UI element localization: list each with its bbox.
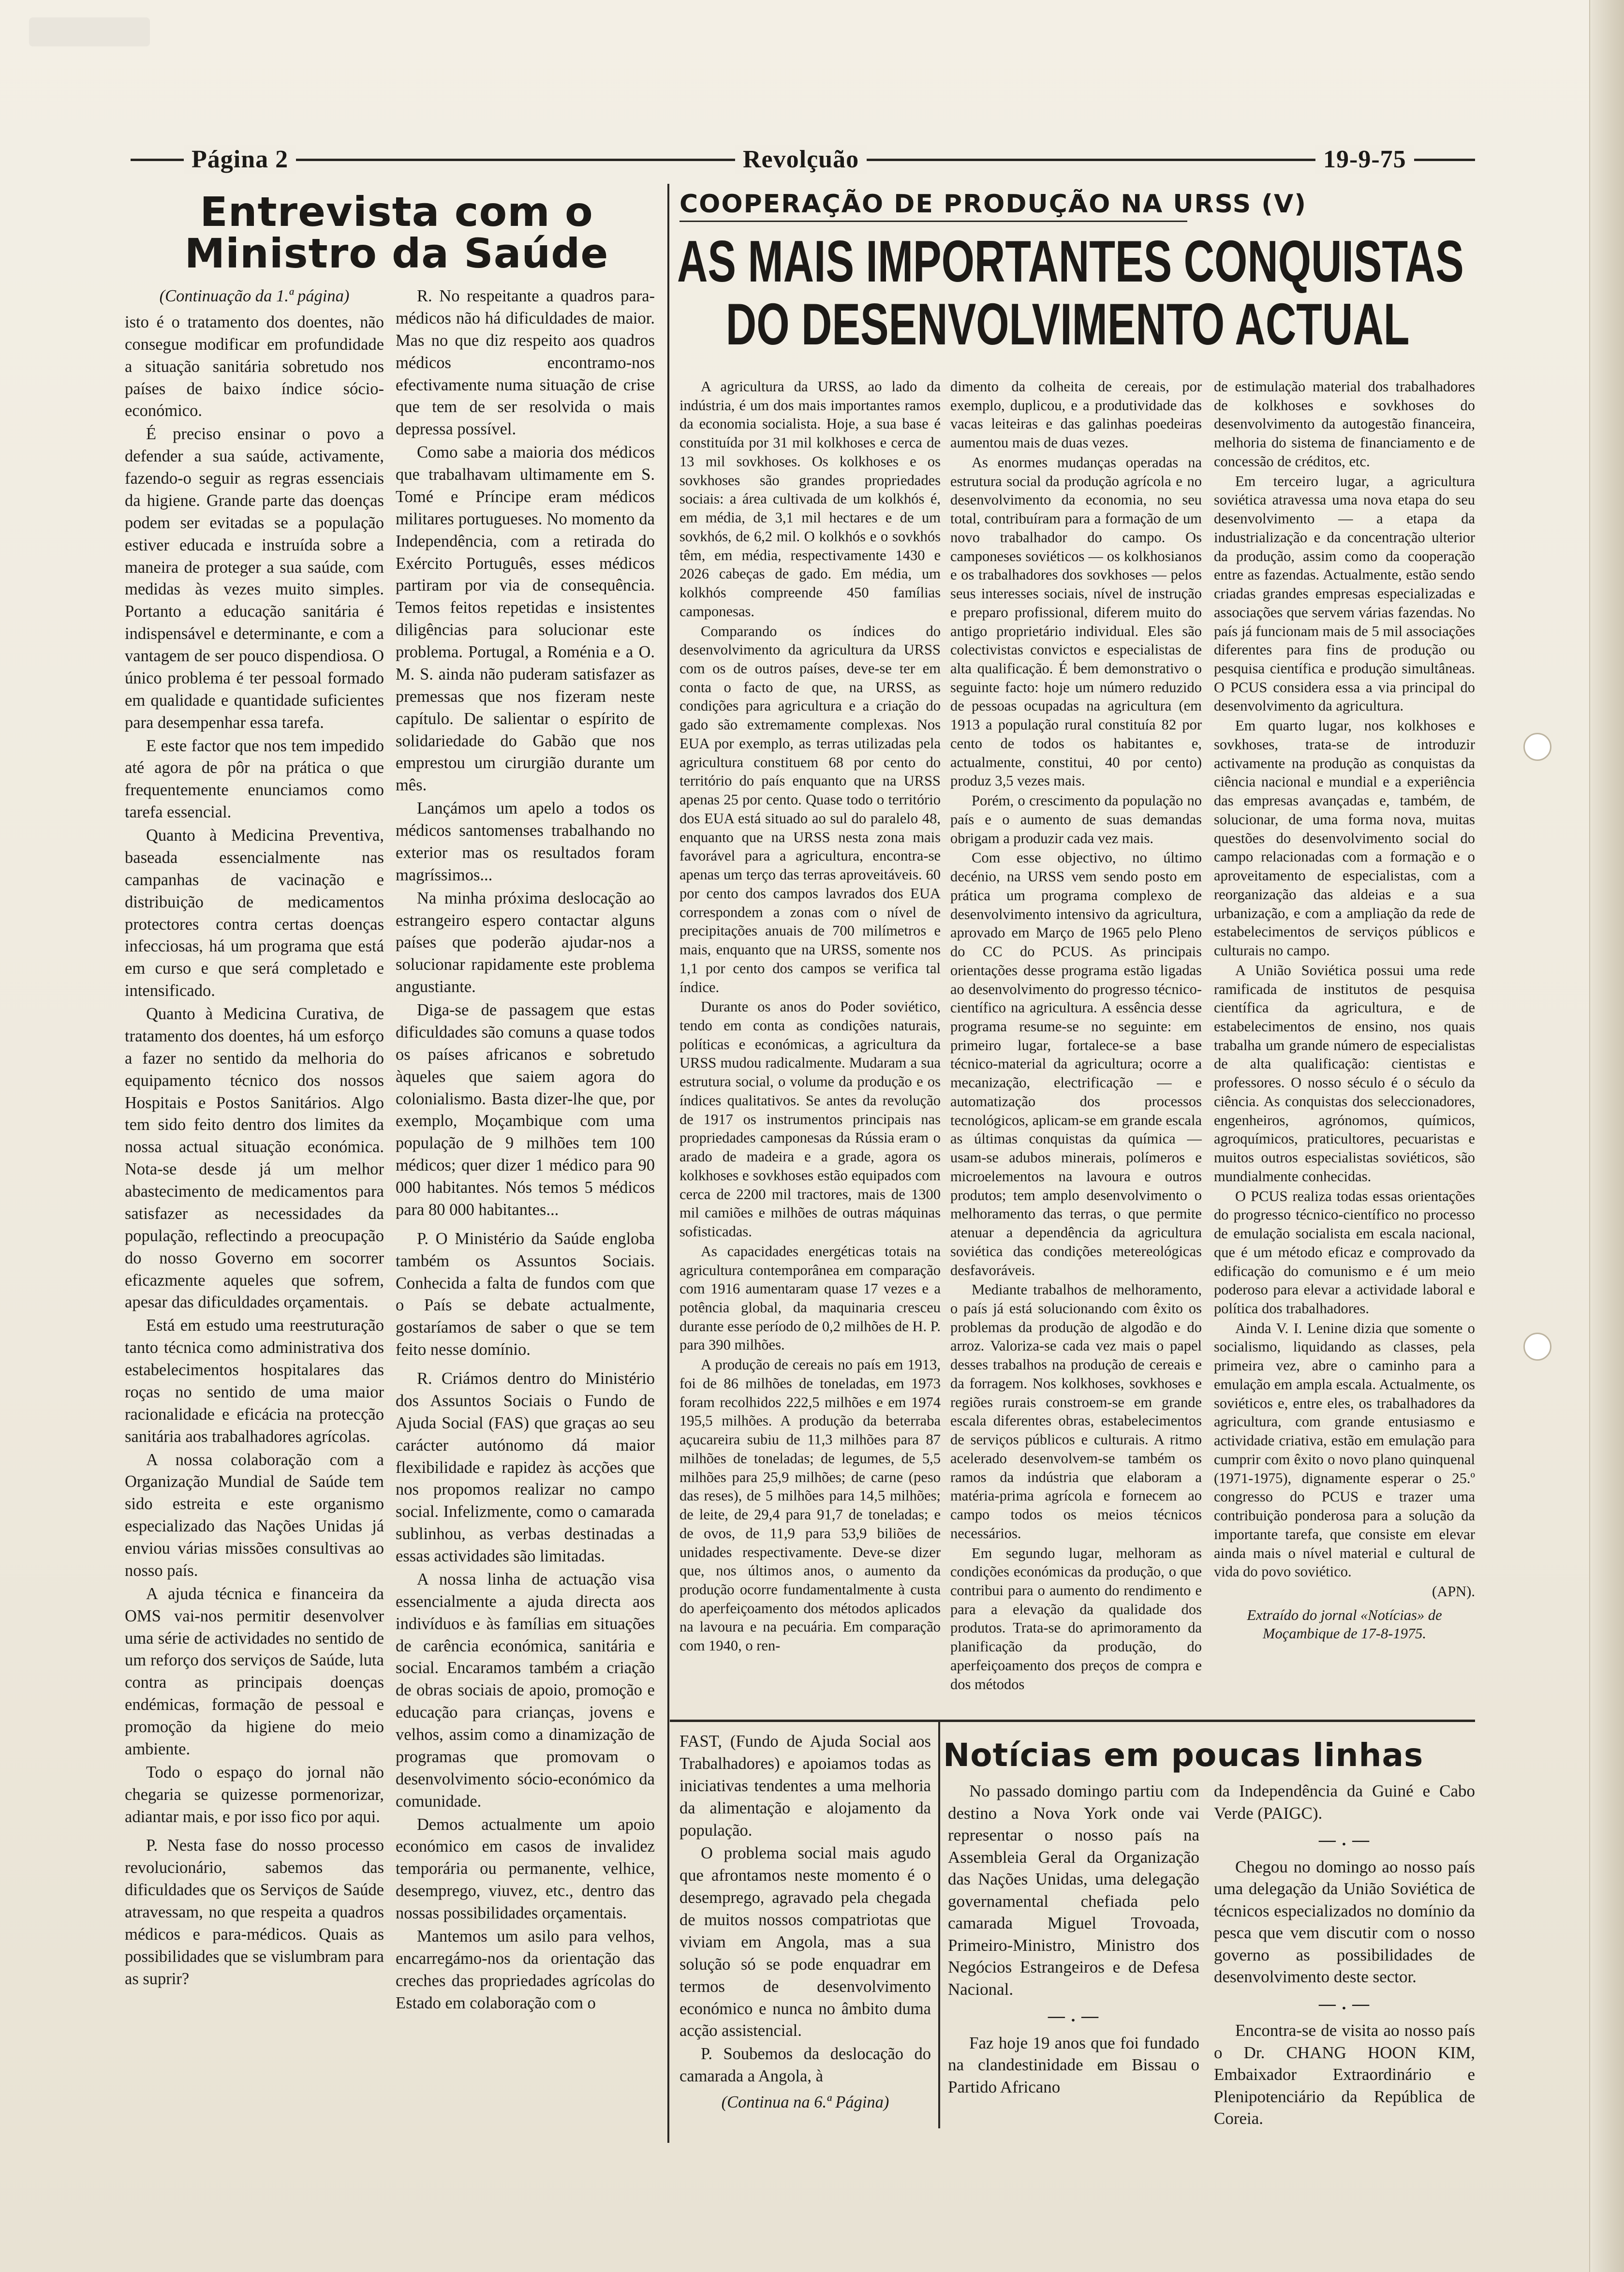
paragraph: A nossa linha de actuação visa essencialmente a ajuda directa aos indivíduos e às famílias em situações de carência económica, sanitária e social. Encaramos também a criação de obras sociais de apoio, promoção e educação para crianças, jovens e velhos, assim como a dinamização de programas que promovam o desenvolvimento sócio-económico da comunidade.: [396, 1570, 655, 1811]
urss-column-2: [950, 377, 1202, 1712]
paragraph: A produção de cereais no país em 1913, foi de 86 milhões de toneladas, em 1973 foram recolhidos 222,5 milhões e em 1974 195,5 milhões. A produção da beterraba açucareira subiu de 11,3 milhões para 87 milhões de toneladas; de legumes, de 5,5 milhões para 25,9 milhões; de carne (peso das reses), de 5 milhões para 14,5 milhões; de leite, de 29,4 para 91,7 de toneladas; e de ovos, de 11,9 para 53,9 biliões de unidades respectivamente. Deve-se dizer que, nos últimos anos, o aumento da produção ocorre fundamentalmente à custa do aperfeiçoamento dos métodos aplicados na lavoura e na pecuária. Em comparação com 1940, o ren-: [679, 1356, 941, 1654]
continuation-pointer: (Continua na 6.ª Página): [721, 2093, 889, 2111]
page-edge: [1589, 0, 1624, 2272]
interview-title: Entrevista com o Ministro da Saúde: [184, 188, 609, 277]
urss-column-1: [679, 377, 941, 1712]
paragraph: Porém, o crescimento da população no país e o aumento de suas demandas obrigam a produzir cada vez mais.: [950, 792, 1202, 846]
urss-headline: [677, 228, 1464, 357]
interview-column-2: [396, 285, 655, 2133]
source-note: Extraído do jornal «Notícias» de Moçambique de 17-8-1975.: [1247, 1606, 1442, 1642]
news-brief: Faz hoje 19 anos que foi fundado na clandestinidade em Bissau o Partido Africano: [948, 2033, 1199, 2096]
paragraph: R. No respeitante a quadros para-médicos não há dificuldades de maior. Mas no que diz respeito aos quadros médicos encontramo-nos efectivamente numa situação de crise que tem de ser resolvida o mais depressa possível.: [396, 287, 655, 439]
agency-credit: (APN).: [1432, 1583, 1475, 1600]
paragraph: Todo o espaço do jornal não chegaria se quizesse pormenorizar, adiantar mais, e por isso fico por aqui.: [125, 1763, 384, 1826]
brief-separator: — . —: [1318, 1994, 1371, 2013]
news-brief: No passado domingo partiu com destino a Nova York onde vai representar o nosso país na Assembleia Geral da Organização das Nações Unidas, uma delegação governamental chefiada pelo camarada Miguel Trovoada, Primeiro-Ministro, Ministro dos Negócios Estrangeiros e de Defesa Nacional.: [948, 1782, 1199, 1999]
punch-hole: [1523, 733, 1551, 761]
paragraph: Em segundo lugar, melhoram as condições económicas da produção, o que contribui para o aumento do rendimento e para a elevação da qualidade dos produtos. Trata-se do aprimoramento da planificação da produção, do aperfeiçoamento dos preços de compra e dos métodos: [950, 1544, 1202, 1693]
series-kicker: COOPERAÇÃO DE PRODUÇÃO NA URSS (V): [679, 190, 1307, 219]
paragraph: Durante os anos do Poder soviético, tendo em conta as condições naturais, políticas e económicas, a agricultura da URSS mudou radicalmente. Mudaram a sua estrutura social, o volume da produção e os índices qualitativos. Se antes da revolução de 1917 os instrumentos principais nas propriedades camponesas da Rússia eram o arado de madeira e a grade, agora os kolkhoses e sovkhoses estão equipados com cerca de 2200 mil tractores, mais de 1300 mil camiões e milhões de outras máquinas sofisticadas.: [679, 998, 941, 1240]
interview-question: P. Nesta fase do nosso processo revolucionário, sabemos das dificuldades que os Serviços de Saúde atravessam, no que respeita a quadros médicos e para-médicos. Quais as possibilidades que se vislumbram para as suprir?: [125, 1836, 384, 1988]
paragraph: R. Criámos dentro do Ministério dos Assuntos Sociais o Fundo de Ajuda Social (FAS) que graças ao seu carácter autónomo dá maior flexibilidade e rapidez às acções que nos propomos realizar no campo social. Infelizmente, como o camarada sublinhou, as verbas destinadas a essas actividades são limitadas.: [396, 1369, 655, 1565]
column-rule: [667, 184, 669, 2143]
paragraph: Quanto à Medicina Curativa, de tratamento dos doentes, há um esforço a fazer no sentido da melhoria do equipamento técnico dos nossos Hospitais e Postos Sanitários. Algo tem sido feito dentro dos limites da nossa actual situação económica. Nota-se desde já um melhor abastecimento de medicamentos para satisfazer as necessidades da população, reflectindo a preocupação do nosso Governo em socorrer eficazmente aqueles que sofrem, apesar das dificuldades orçamentais.: [125, 1005, 384, 1312]
page-number: Página 2: [184, 145, 296, 174]
news-briefs-title: Notícias em poucas linhas: [943, 1737, 1424, 1774]
paragraph: A ajuda técnica e financeira da OMS vai-nos permitir desenvolver uma série de actividades no sentido de um reforço dos serviços de Saúde, luta contra as principais doenças endémicas, formação de pessoal e promoção da higiene do meio ambiente.: [125, 1584, 384, 1758]
paragraph: A agricultura da URSS, ao lado da indústria, é um dos mais importantes ramos da economia socialista. Hoje, a sua base é constituída por 31 mil kolkhoses e cerca de 13 mil sovkhoses. Os kolkhoses e os sovkhoses são grandes propriedades sociais: a área cultivada de um kolkhós é, em média, de 3,1 mil hectares e de um sovkhós, de 6,2 mil. O kolkhós e o sovkhós têm, em média, respectivamente 1430 e 2026 cabeças de gado. Em média, um kolkhós compreende 450 famílias camponesas.: [679, 378, 941, 620]
kicker-underline: [679, 221, 1187, 222]
paragraph: Com esse objectivo, no último decénio, na URSS vem sendo posto em prática um programa complexo de desenvolvimento intensivo da agricultura, aprovado em Março de 1965 pelo Pleno do CC do PCUS. As principais orientações desse programa estão ligadas ao desenvolvimento do progresso técnico-científico na agricultura. A essência desse programa resume-se no seguinte: em primeiro lugar, fortalece-se a base técnico-material da agricultura; ocorre a mecanização, electrificação — e automatização dos processos tecnológicos, aplicam-se em grande escala as últimas conquistas da química — usam-se adubos minerais, polímeros e microelementos na lavoura e outros produtos; tem amplo desenvolvimento o melhoramento das terras, o que permite atenuar a dependência da agricultura soviética das condições metereológicas desfavoráveis.: [950, 849, 1202, 1278]
paragraph: Lançámos um apelo a todos os médicos santomenses trabalhando no exterior mas os resultados foram magríssimos...: [396, 799, 655, 884]
newspaper-name: Revolçuão: [735, 145, 867, 174]
paragraph: Em terceiro lugar, a agricultura soviética atravessa uma nova etapa do seu desenvolvimento — a etapa da industrialização e da concentração ulterior da produção, assim como da cooperação entre as fazendas. Actualmente, estão sendo criadas grandes empresas especializadas e associações que servem várias fazendas. No país já funcionam mais de 5 mil associações diferentes para fins de produção ou pesquisa científica e produção simultâneas. O PCUS considera essa a via principal do desenvolvimento da agricultura.: [1214, 473, 1475, 714]
news-brief: da Independência da Guiné e Cabo Verde (PAIGC).: [1214, 1782, 1475, 1823]
paragraph: dimento da colheita de cereais, por exemplo, duplicou, e a produtividade das vacas leiteiras e das galinhas poedeiras aumentou mais de duas vezes.: [950, 378, 1202, 451]
column-rule: [938, 1722, 940, 2128]
urss-column-3: [1214, 377, 1475, 1712]
paragraph: de estimulação material dos trabalhadores de kolkhoses e sovkhoses do desenvolvimento da autogestão financeira, melhoria do sistema de financiamento e de concessão de créditos, etc.: [1214, 378, 1475, 470]
paragraph: Está em estudo uma reestruturação tanto técnica como administrativa dos estabelecimentos hospitalares das roças no sentido de uma maior racionalidade e eficácia na protecção sanitária aos trabalhadores agrícolas.: [125, 1316, 384, 1446]
paragraph: Ainda V. I. Lenine dizia que somente o socialismo, liquidando as classes, pela primeira vez, abre o caminho para a emulação em ampla escala. Actualmente, os soviéticos e, entre eles, os trabalhadores da agricultura, com grande entusiasmo e actividade criativa, estão em emulação para cumprir com êxito o novo plano quinquenal (1971-1975), dignamente esperar o 25.º congresso do PCUS e trazer uma contribuição ponderosa para a solução da importante tarefa, que consiste em elevar ainda mais o nível material e cultural de vida do povo soviético.: [1214, 1320, 1475, 1580]
news-briefs-column-1: [948, 1780, 1199, 2128]
paragraph: Mantemos um asilo para velhos, encarregámo-nos da orientação das creches das propriedades agrícolas do Estado em colaboração com o: [396, 1927, 655, 2012]
paragraph: isto é o tratamento dos doentes, não consegue modificar em profundidade a situação sanitária sobretudo nos países de baixo índice sócio-económico.: [125, 312, 384, 420]
news-briefs-column-2: [1214, 1780, 1475, 2128]
paragraph: Em quarto lugar, nos kolkhoses e sovkhoses, trata-se de introduzir activamente na produção as conquistas da ciência nacional e mundial e a experiência das empresas avançadas e, também, de solucionar, de uma forma nova, muitas questões do desenvolvimento social do campo relacionadas com a formação e o aproveitamento de especialistas, com a reorganização das aldeias e a sua urbanização, e com a ampliação da rede de estabelecimentos de serviços públicos e culturais no campo.: [1214, 717, 1475, 959]
paragraph: Demos actualmente um apoio económico em casos de invalidez temporária ou permanente, velhice, desemprego, viuvez, etc., dentro das nossas possibilidades orçamentais.: [396, 1815, 655, 1922]
headline-line-1: AS MAIS IMPORTANTES CONQUISTAS: [677, 228, 1464, 294]
interview-continuation-column: [679, 1731, 931, 2127]
paragraph: As enormes mudanças operadas na estrutura social da produção agrícola e no desenvolvimento da economia, no seu total, contribuíram para a formação de um novo trabalhador do campo. Os camponeses soviéticos — os kolkhosianos e os trabalhadores dos sovkhoses — pelos seus interesses sociais, nível de instrução e preparo profissional, diferem muito do antigo proprietário individual. Eles são colectivistas convictos e especialistas de alta qualificação. É bem demonstrativo o seguinte facto: hoje um número reduzido de pessoas ocupadas na agricultura (em 1913 a população rural constituía 82 por cento de todos os habitantes e, actualmente, constitui, 40 por cento) produz 3,5 vezes mais.: [950, 454, 1202, 789]
paragraph: Na minha próxima deslocação ao estrangeiro espero contactar alguns países que poderão ajudar-nos a solucionar rapidamente este problema angustiante.: [396, 889, 655, 996]
brief-separator: — . —: [1048, 2006, 1100, 2025]
paragraph: É preciso ensinar o povo a defender a sua saúde, activamente, fazendo-o seguir as regras essenciais da higiene. Grande parte das doenças podem ser evitadas se a população estiver educada e instruída sobre a maneira de proteger a sua saúde, com medidas às vezes muito simples. Portanto a educação sanitária é indispensável e determinante, e com a vantagem de ser pouco dispendiosa. O único problema é ter pessoal formado em qualidade e quantidade suficientes para desempenhar essa tarefa.: [125, 425, 384, 732]
paragraph: FAST, (Fundo de Ajuda Social aos Trabalhadores) e apoiamos todas as iniciativas tendentes a uma melhoria da alimentação e alojamento da população.: [679, 1732, 931, 1840]
interview-column-1: [125, 285, 384, 2133]
paragraph: Quanto à Medicina Preventiva, baseada essencialmente nas campanhas de vacinação e distribuição de medicamentos protectores contra certas doenças infecciosas, há um programa que está em curso e que será completado e intensificado.: [125, 826, 384, 1000]
section-rule: [670, 1720, 1475, 1722]
paragraph: A nossa colaboração com a Organização Mundial de Saúde tem sido estreita e este organismo especializado das Nações Unidas já enviou várias missões consultivas ao nosso país.: [125, 1450, 384, 1580]
paragraph: P. Soubemos da deslocação do camarada a Angola, à: [679, 2045, 931, 2086]
continuation-note: (Continuação da 1.ª página): [159, 287, 350, 305]
paragraph: E este factor que nos tem impedido até agora de pôr na prática o que frequentemente enunciamos como tarefa essencial.: [125, 736, 384, 822]
headline-line-2: DO DESENVOLVIMENTO ACTUAL: [725, 291, 1410, 357]
paragraph: Diga-se de passagem que estas dificuldades são comuns a quase todos os países africanos e sobretudo àqueles que saiem agora do colonialismo. Basta dizer-lhe que, por exemplo, Moçambique com uma população de 9 milhões tem 100 médicos; quer dizer 1 médico para 90 000 habitantes. Nós temos 5 médicos para 80 000 habitantes...: [396, 1001, 655, 1219]
brief-separator: — . —: [1318, 1830, 1371, 1849]
paragraph: Como sabe a maioria dos médicos que trabalhavam ultimamente em S. Tomé e Príncipe eram médicos militares portugueses. No momento da Independência, com a retirada do Exército Português, esses médicos partiram por via de consequência. Temos feitos repetidas e insistentes diligências para solucionar este problema. Portugal, a Roménia e a O. M. S. ainda não puderam satisfazer as premessas que nos fizeram neste capítulo. De salientar o espírito de solidariedade do Gabão que nos emprestou um cirurgião durante um mês.: [396, 443, 655, 795]
paragraph: O problema social mais agudo que afrontamos neste momento é o desemprego, agravado pela chegada de muitos nossos compatriotas que viviam em Angola, mas a sua solução só se pode enquadrar em termos de desenvolvimento económico e nunca no âmbito duma acção assistencial.: [679, 1844, 931, 2040]
archive-stamp: [29, 17, 150, 46]
paragraph: Mediante trabalhos de melhoramento, o país já está solucionando com êxito os problemas da produção de algodão e do arroz. Valoriza-se cada vez mais o papel desses trabalhos na produção de cereais e da forragem. Nos kolkhoses, sovkhoses e regiões rurais constroem-se em grande escala diferentes obras, estabelecimentos de serviços públicos e culturais. A ritmo acelerado desenvolvem-se também os ramos da indústria que elaboram a matéria-prima agrícola e fornecem ao campo todos os meios técnicos necessários.: [950, 1281, 1202, 1542]
paragraph: O PCUS realiza todas essas orientações do progresso técnico-científico no processo de emulação socialista em escala nacional, que é um método eficaz e comprovado da edificação do comunismo e é um meio poderoso para elevar a actividade laboral e política dos trabalhadores.: [1214, 1188, 1475, 1317]
news-brief: Encontra-se de visita ao nosso país o Dr. CHANG HOON KIM, Embaixador Extraordinário e Plenipotenciário da República de Coreia.: [1214, 2021, 1475, 2128]
paragraph: A União Soviética possui uma rede ramificada de institutos de pesquisa científica da agricultura, e de estabelecimentos de ensino, nos quais trabalha um grande número de especialistas de alta qualificação: cientistas e professores. O nosso século é o século da ciência. As conquistas dos seleccionadores, engenheiros, agrónomos, químicos, agroquímicos, praticultores, pecuaristas e muitos outros especialistas soviéticos, são mundialmente conhecidas.: [1214, 962, 1475, 1185]
paragraph: Comparando os índices do desenvolvimento da agricultura da URSS com os de outros países, deve-se ter em conta o facto de que, na URSS, as condições para agricultura e a criação do gado são extremamente complexas. Nos EUA por exemplo, as terras utilizadas pela agricultura constituem 68 por cento do território do país enquanto que na URSS apenas 25 por cento. Quase todo o território dos EUA está situado ao sul do paralelo 48, enquanto que na URSS nesta zona mais favorável para a agricultura, encontra-se apenas um terço das terras aproveitáveis. 60 por cento dos campos lavrados dos EUA correspondem a zonas com o nível de precipitações anuais de 700 milímetros e mais, enquanto que na URSS, somente nos 1,1 por cento dos campos se verifica tal índice.: [679, 623, 941, 995]
paragraph: As capacidades energéticas totais na agricultura contemporânea em comparação com 1916 aumentaram quase 17 vezes e a potência global, da maquinaria cresceu durante esse período de 0,2 milhões de H. P. para 390 milhões.: [679, 1243, 941, 1353]
news-brief: Chegou no domingo ao nosso país uma delegação da União Soviética de técnicos especializados no domínio da pesca que vem discutir com o nosso governo as possibilidades de desenvolvimento deste sector.: [1214, 1857, 1475, 1986]
interview-question: P. O Ministério da Saúde engloba também os Assuntos Sociais. Conhecida a falta de fundos com que o País se debate actualmente, gostaríamos de saber o que se tem feito nesse domínio.: [396, 1229, 655, 1359]
punch-hole: [1523, 1333, 1551, 1361]
page-header: [131, 145, 1475, 174]
issue-date: 19-9-75: [1315, 145, 1414, 174]
